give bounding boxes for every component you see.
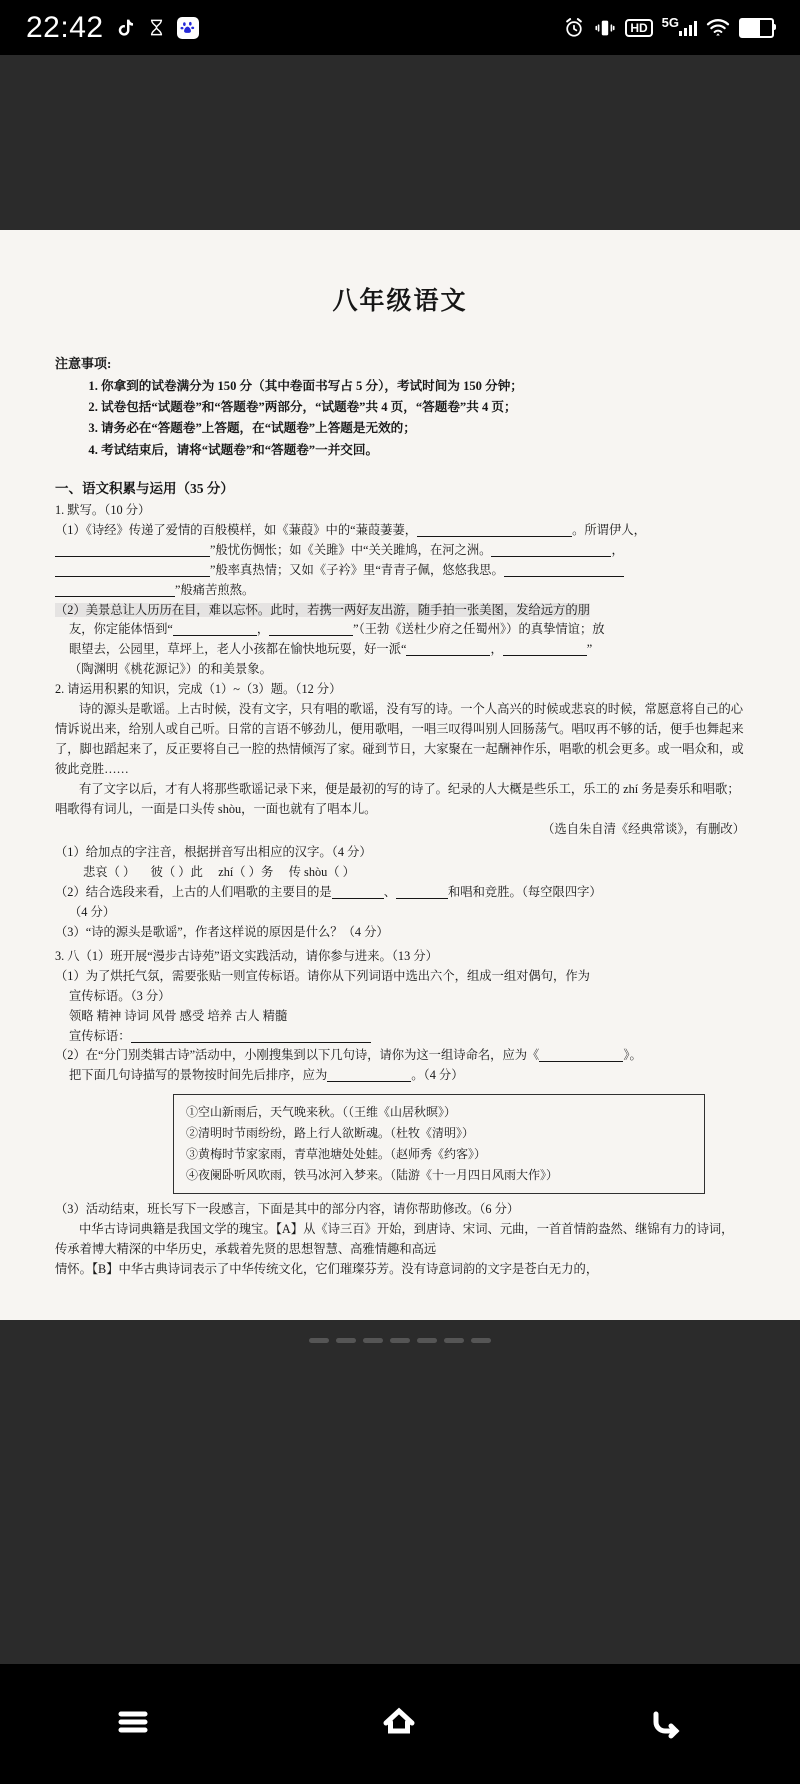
q1-2-text-c: ， [256, 622, 270, 637]
status-bar [0, 0, 800, 55]
q1-1-text-b: 。所谓伊人， [572, 522, 646, 537]
q1-2-text-f: ， [490, 642, 503, 657]
viewer-top-letterbox [0, 55, 800, 230]
q1-2-text-e: 眼望去，公园里，草坪上，老人小孩都在愉快地玩耍，好一派“ [69, 642, 407, 657]
poem-line: ①空山新雨后，天气晚来秋。（（王维《山居秋暝》） [186, 1105, 457, 1120]
question-2-3: （3）“诗的源头是歌谣”，作者这样说的原因是什么？（4 分） [55, 925, 389, 939]
q1-1-text-e: ”般率真热情；又如《子衿》里“青青子佩，悠悠我思。 [210, 562, 504, 577]
media-viewer[interactable] [0, 55, 800, 1784]
recents-button[interactable] [112, 1701, 154, 1748]
q1-2-text-h: （陶渊明《桃花源记》）的和美景象。 [69, 662, 272, 677]
list-item: 3. 请务必在“答题卷”上答题，在“试题卷”上答题是无效的； [101, 418, 745, 438]
answer-blank[interactable] [491, 556, 611, 557]
answer-blank[interactable] [269, 635, 353, 636]
question-2-2 [55, 883, 745, 923]
status-bar-clock: 22:42 [26, 10, 104, 44]
pinyin-item[interactable]: 彼（ ）此 [150, 865, 203, 880]
page-title: 八年级语文 [332, 288, 468, 315]
answer-blank[interactable] [406, 655, 490, 656]
home-button[interactable] [377, 1700, 421, 1749]
back-icon [644, 1700, 688, 1744]
q1-2-text-d: ”（王勃《送杜少府之任蜀州》）的真挚情谊；放 [353, 622, 605, 637]
q2-2-text-d: （4 分） [69, 905, 116, 920]
q2-2-text-a: （2）结合选段来看，上古的人们唱歌的主要目的是 [55, 885, 332, 900]
q1-1-text-f: ”般痛苦煎熬。 [175, 582, 255, 597]
answer-blank[interactable] [504, 576, 624, 577]
q1-2-text-g: ” [586, 642, 593, 657]
question-3-3: （3）活动结束，班长写下一段感言，下面是其中的部分内容，请你帮助修改。（6 分） [55, 1202, 520, 1217]
baidu-icon [177, 17, 199, 39]
pinyin-item[interactable]: 传 shòu（ ） [288, 865, 355, 880]
question-2-passage-2: 有了文字以后，才有人将那些歌谣记录下来，便是最初的写的诗了。纪录的人大概是些乐工，乐工的 zhí 务是奏乐和唱歌；唱歌得有词儿，一面是口头传 shòu，一面也就有了唱本儿。 [55, 781, 740, 816]
back-button[interactable] [644, 1700, 688, 1749]
answer-blank[interactable] [396, 898, 448, 899]
5g-label: 5G [661, 15, 679, 30]
home-icon [377, 1700, 421, 1744]
pinyin-item[interactable]: zhí（ ）务 [218, 865, 274, 880]
q1-1-text-d: ， [611, 542, 624, 557]
question-3-3-passage-2: 情怀。【B】中华古典诗词表示了中华传统文化，它们璀璨芬芳。没有诗意词韵的文字是苍白无力的， [55, 1261, 599, 1276]
q2-2-text-c: 和唱和竞胜。（每空限四字） [448, 885, 602, 900]
q3-2-text-d: 。（4 分） [411, 1068, 464, 1083]
answer-blank[interactable] [327, 1081, 411, 1082]
alarm-icon [563, 17, 585, 39]
q3-2-text-b: 》。 [623, 1048, 642, 1063]
section-one-heading: 一、语文积累与运用（35 分） [55, 481, 234, 497]
q3-1-answer-label: 宣传标语： [69, 1028, 131, 1043]
wifi-icon [706, 18, 730, 38]
recents-icon [112, 1701, 154, 1743]
q3-2-text-c: 把下面几句诗描写的景物按时间先后排序，应为 [69, 1068, 328, 1083]
list-item: 1. 你拿到的试卷满分为 150 分（其中卷面书写占 5 分），考试时间为 150 分钟； [101, 376, 745, 396]
answer-blank[interactable] [173, 635, 257, 636]
q1-2-text-a: （2）美景总让人历历在目，难以忘怀。此时，若携一两好友出游，随手拍一张美图，发给远方的朋 [55, 602, 590, 617]
notes-heading: 注意事项: [55, 355, 112, 371]
question-2-source: （选自朱自清《经典常谈》，有删改） [542, 822, 745, 837]
answer-blank[interactable] [55, 576, 210, 577]
q2-2-text-b: 、 [383, 885, 396, 900]
question-1-2 [55, 601, 745, 681]
tiktok-icon [115, 16, 136, 39]
poem-list-box [173, 1094, 705, 1194]
poem-line: ④夜阑卧听风吹雨，铁马冰河入梦来。（陆游《十一月四日风雨大作》） [186, 1168, 559, 1183]
answer-blank[interactable] [55, 556, 210, 557]
poem-line: ③黄梅时节家家雨，青草池塘处处蛙。（赵师秀《约客》） [186, 1147, 487, 1162]
q3-1-word-bank: 领略 精神 诗词 风骨 感受 培养 古人 精髓 [69, 1008, 288, 1023]
q3-1-text-b: 宣传标语。（3 分） [69, 988, 171, 1003]
question-1-label: 1. 默写。（10 分） [55, 502, 151, 517]
status-bar-right [563, 17, 774, 39]
hourglass-icon [147, 18, 166, 37]
signal-bars-icon [679, 19, 697, 36]
page-scroll-indicator [0, 1320, 800, 1355]
question-3-label: 3. 八（1）班开展“漫步古诗苑”语文实践活动，请你参与进来。（13 分） [55, 948, 438, 963]
q1-2-text-b: 友，你定能体悟到“ [69, 622, 173, 637]
q1-1-text-a: （1）《诗经》传递了爱情的百般模样，如《蒹葭》中的“蒹葭萋萋， [55, 522, 418, 537]
question-2-1: （1）给加点的字注音，根据拼音写出相应的汉字。（4 分） [55, 845, 372, 860]
answer-blank[interactable] [417, 536, 572, 537]
q1-1-text-c: ”般忧伤惆怅；如《关雎》中“关关雎鸠，在河之洲。 [210, 542, 492, 557]
question-2-label: 2. 请运用积累的知识，完成（1）~（3）题。（12 分） [55, 682, 342, 697]
list-item: 4. 考试结束后，请将“试题卷”和“答题卷”一并交回。 [101, 440, 745, 460]
question-3-3-passage-1: 中华古诗词典籍是我国文学的瑰宝。【A】从《诗三百》开始，到唐诗、宋词、元曲，一首首情韵盎然、继锦有力的诗词，传承着博大精深的中华历史，承载着先贤的思想智慧、高雅情趣和高远 [55, 1222, 734, 1257]
notes-list [55, 376, 745, 461]
answer-blank[interactable] [55, 596, 175, 597]
poem-line: ②清明时节雨纷纷，路上行人欲断魂。（杜牧《清明》） [186, 1126, 475, 1141]
hd-icon: HD [625, 19, 652, 37]
q3-1-text-a: （1）为了烘托气氛，需要张贴一则宣传标语。请你从下列词语中选出六个，组成一组对偶句，作为 [55, 968, 590, 983]
question-3-1 [55, 967, 745, 1047]
question-2-1-items [55, 863, 745, 883]
answer-blank[interactable] [503, 655, 587, 656]
5g-signal-icon [661, 15, 697, 36]
answer-blank[interactable] [332, 898, 384, 899]
answer-blank[interactable] [131, 1042, 371, 1043]
list-item: 2. 试卷包括“试题卷”和“答题卷”两部分，“试题卷”共 4 页，“答题卷”共 4 页； [101, 397, 745, 417]
vibrate-icon [594, 17, 616, 39]
question-3-2 [55, 1046, 745, 1086]
q3-2-text-a: （2）在“分门别类辑古诗”活动中，小刚搜集到以下几句诗，请你为这一组诗命名，应为《 [55, 1048, 540, 1063]
answer-blank[interactable] [539, 1061, 623, 1062]
pinyin-item[interactable]: 悲哀（ ） [83, 865, 136, 880]
battery-icon [739, 18, 774, 38]
question-1-1 [55, 521, 745, 601]
system-navigation-bar [0, 1664, 800, 1784]
question-2-passage-1: 诗的源头是歌谣。上古时候，没有文字，只有唱的歌谣，没有写的诗。一个人高兴的时候或悲哀的时候，常愿意将自己的心情诉说出来，给别人或自己听。日常的言语不够劲儿，便用歌唱，一唱三叹得叫别人回肠荡气。唱叹再不够的话，便手也舞起来了，脚也蹈起来了，反正要将自己一腔的热情倾泻了家。碰到节日，大家聚在一起酬神作乐，唱歌的机会更多。或一唱众和，或彼此竞胜…… [55, 702, 744, 776]
status-bar-left [26, 11, 199, 45]
scanned-exam-paper[interactable] [0, 230, 800, 1320]
